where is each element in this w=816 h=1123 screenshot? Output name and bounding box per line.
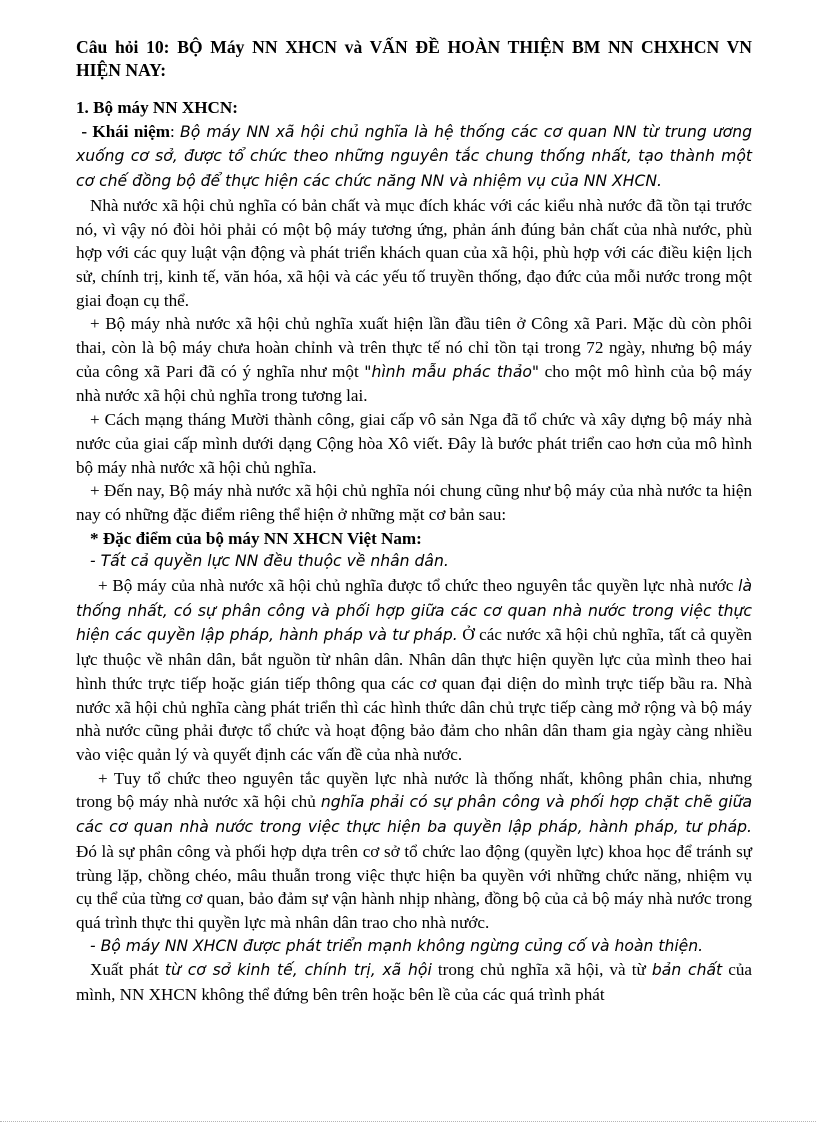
- origin-text-end: của mình, NN XHCN không thể đứng bên trên hoặc bên lề của các quá trình phát: [76, 960, 753, 1005]
- paragraph-paris-commune: [76, 312, 752, 408]
- division-text: + Tuy tổ chức theo nguyên tắc quyền lực nhà nước là thống nhất, không phân chia, nhưng trong bộ máy nhà nước xã hội chủ: [76, 768, 752, 812]
- paris-quote: "hình mẫu phác thảo": [364, 362, 540, 381]
- unified-text: + Bộ máy của nhà nước xã hội chủ nghĩa được tổ chức theo nguyên tắc quyền lực nhà nước: [98, 576, 739, 596]
- concept-definition: Bộ máy NN xã hội chủ nghĩa là hệ thống các cơ quan NN từ trung ương xuống cơ sở, được tổ chức theo những nguyên tắc chung thống nhất, tạo thành một cơ chế đồng bộ để thực hiện các chức năng NN và nhiệm vụ của NN XHCN.: [76, 122, 752, 191]
- spacer: [76, 82, 752, 96]
- paragraph-current: + Đến nay, Bộ máy nhà nước xã hội chủ nghĩa nói chung cũng như bộ máy của nhà nước ta hiện nay có những đặc điểm riêng thể hiện ở những mặt cơ bản sau:: [76, 481, 752, 524]
- unified-text-end: Ở các nước xã hội chủ nghĩa, tất cả quyền lực thuộc về nhân dân, bắt nguồn từ nhân dân. Nhân dân thực hiện quyền lực của mình theo hai hình thức trực tiếp hoặc gián tiếp thông qua các cơ quan đại diện do mình trực tiếp bầu ra. Nhà nước xã hội chủ nghĩa càng phát triển thì các hình thức dân chủ trực tiếp càng mở rộng và bộ máy nhà nước cũng phải được tổ chức và hoạt động bảo đảm cho nhân dân tham gia ngày càng nhiều vào việc quản lý và quyết định các vấn đề của nhà nước.: [76, 625, 752, 764]
- concept-label: - Khái niệm: [81, 121, 170, 141]
- section-heading: 1. Bộ máy NN XHCN:: [76, 98, 238, 117]
- paragraph-october-revolution: + Cách mạng tháng Mười thành công, giai cấp vô sản Nga đã tổ chức và xây dựng bộ máy nhà nước của giai cấp mình dưới dạng Cộng hòa Xô viết. Đây là bước phát triển cao hơn của mô hình bộ máy nhà nước xã hội chủ nghĩa.: [76, 410, 752, 477]
- concept-paragraph: [76, 120, 752, 194]
- paragraph-division-of-power: [76, 767, 752, 935]
- origin-emphasis-1: từ cơ sở kinh tế, chính trị, xã hội: [164, 961, 432, 980]
- division-text-end: Đó là sự phân công và phối hợp dựa trên cơ sở tổ chức lao động (quyền lực) khoa học để tránh sự trùng lặp, chồng chéo, mâu thuẫn trong việc thực hiện ba quyền với những chức năng, nhiệm vụ cụ thể của từng cơ quan, bảo đảm sự vận hành nhịp nhàng, đồng bộ của cả bộ máy nhà nước trong quá trình thực thi quyền lực mà nhân dân trao cho nhà nước.: [76, 841, 752, 932]
- features-heading: * Đặc điểm của bộ máy NN XHCN Việt Nam:: [90, 528, 422, 548]
- feature-2: - Bộ máy NN XHCN được phát triển mạnh không ngừng củng cố và hoàn thiện.: [90, 936, 704, 955]
- division-emphasis: nghĩa phải có sự phân công và phối hợp chặt chẽ giữa các cơ quan nhà nước trong việc thực hiện ba quyền lập pháp, hành pháp, tư pháp.: [76, 793, 753, 837]
- unified-emphasis: là thống nhất, có sự phân công và phối hợp giữa các cơ quan nhà nước trong việc thực hiện các quyền lập pháp, hành pháp và tư pháp.: [76, 577, 752, 645]
- paris-text: + Bộ máy nhà nước xã hội chủ nghĩa xuất hiện lần đầu tiên ở Công xã Pari. Mặc dù còn phôi thai, còn là bộ máy chưa hoàn chỉnh và trên thực tế nó chỉ tồn tại trong 72 ngày, nhưng bộ máy của công xã Pari đã có ý nghĩa như một: [76, 314, 752, 381]
- feature-1: - Tất cả quyền lực NN đều thuộc về nhân dân.: [90, 552, 449, 571]
- page-title: Câu hỏi 10: BỘ Máy NN XHCN và VẤN ĐỀ HOÀN THIỆN BM NN CHXHCN VN HIỆN NAY:: [76, 37, 752, 80]
- document-page: [76, 34, 752, 1007]
- paragraph-unified-power: [76, 574, 752, 767]
- paris-text-end: cho một mô hình của bộ máy nhà nước xã hội chủ nghĩa trong tương lai.: [76, 361, 752, 406]
- paragraph-nature: Nhà nước xã hội chủ nghĩa có bản chất và mục đích khác với các kiểu nhà nước đã tồn tại trước nó, vì vậy nó đòi hỏi phải có một bộ máy tương ứng, phản ánh đúng bản chất của nhà nước, phù hợp với các quy luật vận động và phát triển khách quan của xã hội, phù hợp với các điều kiện lịch sử, chính trị, kinh tế, văn hóa, xã hội và các yếu tố truyền thống, đạo đức của mỗi nước trong một giai đoạn cụ thể.: [76, 195, 752, 310]
- page-bottom-divider: [0, 1121, 816, 1122]
- origin-text-2: trong chủ nghĩa xã hội, và từ: [431, 960, 652, 980]
- paragraph-origin: [76, 958, 752, 1006]
- concept-colon: :: [169, 121, 181, 141]
- origin-emphasis-2: bản chất: [651, 961, 723, 980]
- origin-text: Xuất phát: [90, 960, 165, 980]
